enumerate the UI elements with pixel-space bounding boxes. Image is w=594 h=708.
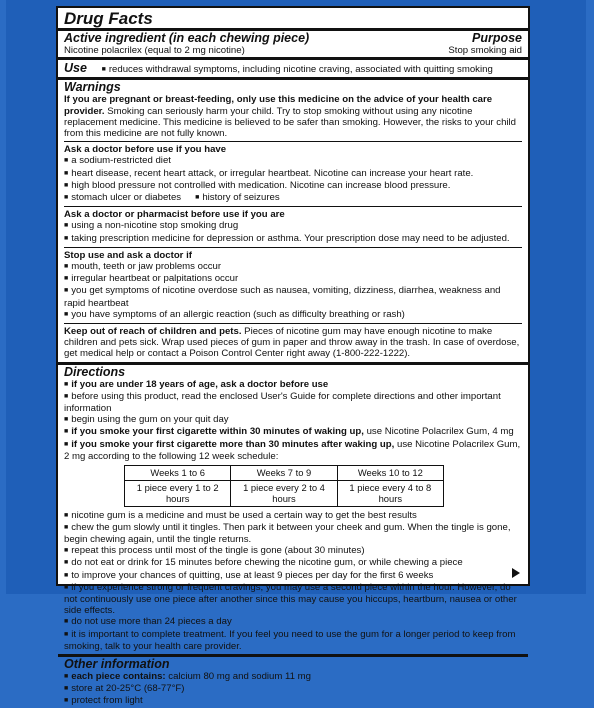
list-item: ■ a sodium-restricted diet (64, 155, 522, 167)
list-item: ■ before using this product, read the enclosed User's Guide for complete directions and other important information (64, 391, 522, 414)
purpose-heading: Purpose (471, 31, 522, 45)
schedule-header: Weeks 10 to 12 (337, 466, 443, 481)
list-item: ■ store at 20-25°C (68-77°F) (64, 683, 522, 695)
warnings-section (58, 80, 528, 361)
list-item: ■ chew the gum slowly until it tingles. Then park it between your cheek and gum. When the tingle is gone, begin chewing again, until the tingle returns. (64, 522, 522, 545)
list-item: ■ protect from light (64, 695, 522, 707)
warnings-heading: Warnings (64, 80, 121, 95)
schedule-header: Weeks 7 to 9 (231, 466, 337, 481)
use-heading: Use (64, 61, 87, 76)
list-item: ■ mouth, teeth or jaw problems occur (64, 261, 522, 273)
list-item: ■ nicotine gum is a medicine and must be used a certain way to get the best results (64, 510, 522, 522)
list-item: ■ taking prescription medicine for depression or asthma. Your prescription dose may need to be adjusted. (64, 233, 522, 245)
pregnancy-warning: If you are pregnant or breast-feeding, only use this medicine on the advice of your health care provider. Smoking can seriously harm your child. Try to stop smoking without using any nicotine replacement medicine. This medicine is believed to be safer than smoking. However, the risks to your child from this medicine are not fully known. (64, 94, 517, 140)
active-ingredient-section (58, 31, 528, 57)
schedule-cell: 1 piece every 4 to 8 hours (337, 481, 443, 506)
list-item: ■ high blood pressure not controlled with medication. Nicotine can increase blood pressure. (64, 180, 522, 192)
other-information-heading: Other information (64, 656, 170, 671)
continue-arrow-icon (512, 568, 520, 578)
other-information-section (58, 657, 528, 708)
ingredient-text: Nicotine polacrilex (equal to 2 mg nicotine) (64, 45, 245, 56)
drug-facts-panel (56, 6, 530, 707)
list-item: ■ to improve your chances of quitting, use at least 9 pieces per day for the first 6 weeks (64, 570, 522, 582)
list-item: ■ heart disease, recent heart attack, or irregular heartbeat. Nicotine can increase your heart rate. (64, 168, 522, 180)
list-item: ■ begin using the gum on your quit day (64, 414, 522, 426)
directions-heading: Directions (64, 364, 126, 379)
list-item: ■ if you smoke your first cigarette more than 30 minutes after waking up, use Nicotine Polacrilex Gum, 2 mg according to the following 12 week schedule: (64, 439, 522, 462)
ask-doctor-heading: Ask a doctor before use if you have (64, 144, 227, 156)
list-item: ■ each piece contains: calcium 80 mg and sodium 11 mg (64, 671, 522, 683)
list-item: ■ you have symptoms of an allergic reaction (such as difficulty breathing or rash) (64, 309, 522, 321)
schedule-cell: 1 piece every 2 to 4 hours (231, 481, 337, 506)
active-ingredient-heading: Active ingredient (in each chewing piece) (64, 31, 310, 45)
keep-out-of-reach: Keep out of reach of children and pets. Pieces of nicotine gum may have enough nicotine to make children and pets sick. Wrap used pieces of gum in paper and throw away in the trash. In case of overdose, get medical help or contact a Poison Control Center right away (1-800-222-1222). (64, 326, 520, 360)
list-item: ■ if you smoke your first cigarette within 30 minutes of waking up, use Nicotine Polacrilex Gum, 4 mg (64, 426, 522, 438)
list-item: ■ repeat this process until most of the tingle is gone (about 30 minutes) (64, 545, 522, 557)
list-item: ■ irregular heartbeat or palpitations occur (64, 273, 522, 285)
list-item: ■ if you are under 18 years of age, ask a doctor before use (64, 379, 522, 391)
use-section (58, 60, 528, 77)
drug-facts-title: Drug Facts (64, 9, 153, 28)
schedule-header: Weeks 1 to 6 (125, 466, 231, 481)
list-item: ■ using a non-nicotine stop smoking drug (64, 220, 522, 232)
use-text: reduces withdrawal symptoms, including nicotine craving, associated with quitting smoking (108, 64, 493, 76)
ask-pharmacist-heading: Ask a doctor or pharmacist before use if you are (64, 209, 285, 221)
list-item: ■ if you experience strong or frequent cravings, you may use a second piece within the hour. However, do not continuously use one piece after another since this may cause you hiccups, heartburn, nausea or other side effects. (64, 582, 522, 617)
directions-section (58, 365, 528, 654)
list-item: ■ do not use more than 24 pieces a day (64, 616, 522, 628)
stop-use-heading: Stop use and ask a doctor if (64, 249, 192, 261)
list-item: ■ stomach ulcer or diabetes■ history of seizures (64, 192, 522, 204)
list-item: ■ do not eat or drink for 15 minutes before chewing the nicotine gum, or while chewing a piece (64, 557, 522, 569)
dosing-schedule-table (124, 465, 444, 506)
list-item: ■ you get symptoms of nicotine overdose such as nausea, vomiting, dizziness, diarrhea, weakness and rapid heartbeat (64, 285, 522, 308)
list-item: ■ it is important to complete treatment. If you feel you need to use the gum for a longer period to keep from smoking, talk to your health care provider. (64, 629, 522, 654)
schedule-cell: 1 piece every 1 to 2 hours (125, 481, 231, 506)
purpose-text: Stop smoking aid (448, 45, 522, 56)
